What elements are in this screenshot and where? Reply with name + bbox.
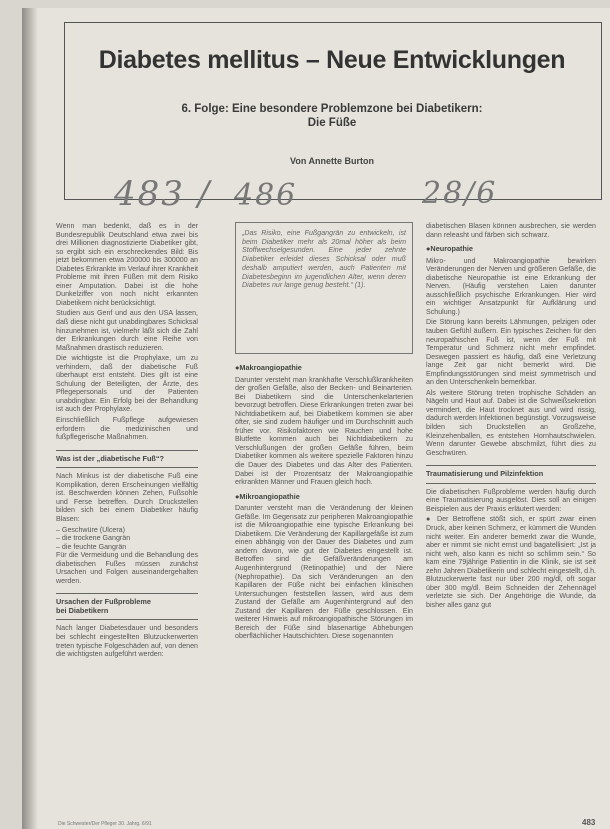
complication-list bbox=[56, 526, 198, 552]
column-1 bbox=[56, 222, 198, 822]
section-heading: Was ist der „diabetische Fuß“? bbox=[56, 450, 198, 469]
paragraph: Darunter versteht man die Veränderung der kleinen Gefäße. Im Gegensatz zur peripheren Makroangiopathie ist die Mikroangiopathie eine typische Erkrankung bei Diabetikern. Die Veränderung der Kapillargefäße ist zum einen abhängig von der Dauer des Diabetes und zum andern davon, wie gut der Diabetes eingestellt ist. Betroffen sind die Gefäßveränderungen am Augenhintergrund (Retinopathie) und der Niere (Nephropathie). Da sich Veränderungen an den Kapillaren der Füße nicht bei einfachen klinischen Untersuchungen feststellen lassen, wird aus dem Zustand der Gefäße am Augenhintergrund auf den Zustand der Kapillaren der Füße geschlossen. Ein weiterer Hinweis auf mikroangiopathische Störungen im Bereich der Füße sind blasenartige Abhebungen oberflächlicher Hautschichten. Diese sogenannten bbox=[235, 504, 413, 641]
paragraph: Die wichtigste ist die Prophylaxe, um zu verhindern, daß der diabetische Fuß überhaupt erst entsteht. Dies gilt ist eine Schulung der Beteiligten, der Ärzte, des Pflegepersonals und der Patienten unabdingbar. Ein Erfolg bei der Behandlung ist auch der Prophylaxe. bbox=[56, 354, 198, 414]
paragraph: Die diabetischen Fußprobleme werden häufig durch eine Traumatisierung ausgelöst. Dies soll an einigen Beispielen aus der Praxis erläutert werden: bbox=[426, 487, 596, 513]
column-2 bbox=[235, 222, 413, 822]
paragraph: diabetischen Blasen können ausbrechen, sie werden dann releasht und färben sich schwarz. bbox=[426, 222, 596, 239]
handwritten-note-middle: 486 bbox=[234, 178, 298, 213]
paragraph: Als weitere Störung treten trophische Schäden an Nägeln und Haut auf. Dabei ist die Schweißsekretion vermindert, die Haut trocknet aus und wird rissig, dadurch werden Infektionen begünstigt. Vorzugsweise bilden sich Druckstellen an Großzehe, Kleinzehenballen, es entstehen Hornhautschwielen. Wenn darunter Gewebe abschmilzt, führt dies zu Geschwüren. bbox=[426, 388, 596, 457]
heading-mikroangiopathie: ● Mikroangiopathie bbox=[235, 493, 413, 502]
pull-quote: „Das Risiko, eine Fußgangrän zu entwickeln, ist beim Diabetiker mehr als 20mal höher als beim Stoffwechselgesunden. Eine jeder zehnte Diabetiker erleidet dieses Schicksal oder muß deshalb amputiert werden, auch Patienten mit Diabetesbeginn im jugendlichen Alter, wenn deren Diabetes nur lange genug besteht.“ (1). bbox=[235, 222, 413, 354]
list-item: – Geschwüre (Ulcera) bbox=[56, 526, 198, 535]
subtitle-line-1: 6. Folge: Eine besondere Problemzone bei Diabetikern: bbox=[181, 103, 483, 115]
column-3 bbox=[426, 222, 596, 822]
paragraph: Einschließlich Fußpflege aufgewiesen erfordern die medizinischen und fußpflegerische Maßnahmen. bbox=[56, 416, 198, 442]
paragraph bbox=[426, 515, 596, 609]
bullet-icon: ● bbox=[426, 515, 433, 524]
page-number: 483 bbox=[582, 818, 596, 827]
scanned-page bbox=[22, 8, 610, 829]
box-heading: Traumatisierung und Pilzinfektion bbox=[426, 465, 596, 484]
byline: Von Annette Burton bbox=[290, 156, 374, 166]
heading-neuropathie: ● Neuropathie bbox=[426, 245, 596, 254]
heading-makroangiopathie: ● Makroangiopathie bbox=[235, 364, 413, 373]
list-item: – die feuchte Gangrän bbox=[56, 543, 198, 552]
article-title: Diabetes mellitus – Neue Entwicklungen bbox=[98, 46, 566, 74]
handwritten-note-right: 28/6 bbox=[422, 176, 498, 211]
paragraph: Mikro- und Makroangiopathie bewirken Veränderungen der Nerven und größeren Gefäße, die diabetische Neuropathie ist eine Erkrankung der Nerven. (Häufig verstehen Laien darunter ausschließlich psychische Erkrankungen. Hier wird ein wichtiger Ansatzpunkt für Aufklärung und Schulung.) bbox=[426, 256, 596, 316]
paragraph: Die Störung kann bereits Lähmungen, pelzigen oder tauben Gefühl äußern. Ein typisches Zeichen für den neuropathischen Fuß ist, wenn der Fuß mit Temperatur und Schmerz nicht mehr empfindet. Deswegen passiert es häufig, daß eine Verletzung lange Zeit gar nicht bemerkt wird. Die Empfindungsstörungen sind meist symmetrisch und an den Unterschenkeln bemerkbar. bbox=[426, 318, 596, 387]
paragraph: Nach Minkus ist der diabetische Fuß eine Komplikation, deren Erscheinungen vielfältig ist. Beschwerden können Zehen, Fußsohle und Ferse betreffen. Durch Druckstellen bilden sich bei einem Diabetiker häufig Blasen: bbox=[56, 472, 198, 523]
paragraph: Wenn man bedenkt, daß es in der Bundesrepublik Deutschland etwa zwei bis drei Millionen diagnostizierte Diabetiker gibt, so ergibt sich ein erschreckendes Bild: Bis jetzt bekommen etwa 200000 bis 300000 an Diabetes Erkrankte im Verlauf ihrer Krankheit Probleme mit ihren Füßen mit dem Risiko einer Amputation. Dabei ist die hohe Dunkelziffer von noch nicht erkannten Diabetikern nicht berücksichtigt. bbox=[56, 222, 198, 307]
bullet-text: Der Betroffene stößt sich, er spürt zwar einen Druck, aber keinen Schmerz, er kümmert die Wunden nicht weiter. Ein anderer bemerkt zwar die Wunde, aber er nimmt sie nicht ernst und bagatellisiert: „Ist ja nicht weh, also kann es nicht so schlimm sein.“ So kam eine 79jährige Patientin in die Klinik, sie ist seit zehn Jahren Diabetikerin und schlecht eingestellt, d.h. Blutzuckerwerte fast nur über 200 mg/dl, oft sogar über 300 mg/dl. Beim Schneiden der Zehennägel verletzte sie sich. Der Angehörige die Wunde, da bisher alles ganz gut bbox=[426, 515, 596, 609]
paragraph: Nach langer Diabetesdauer und besonders bei schlecht eingestellten Blutzuckerwerten treten typische Folgeschäden auf, von denen die wichtigsten aufgeführt werden: bbox=[56, 624, 198, 659]
journal-footer: Die Schwester/Der Pfleger 30. Jahrg. 6/91 bbox=[58, 821, 152, 827]
paragraph: Darunter versteht man krankhafte Verschlußkrankheiten der großen Gefäße, also der Becken- und Beinarterien. Bei Diabetikern sind die Unterschenkelarterien bevorzugt betroffen. Diese Erkrankungen treten zwar bei Nichtdiabetikern auf, bei Diabetikern kommen sie aber öfter, sie sind zudem häufiger und im Durchschnitt auch früher vor. Risikofaktoren wie Rauchen und hohe Blutfette kommen auch bei Nichtdiabetikern zu Verschlußungen der großen Gefäße führen, beim Diabetiker kommen als weitere spezielle Faktoren hinzu die Dauer des Diabetes und das Alter des Patienten. Dabei ist der Prozentsatz der Makroangiopathie erkrankten Männer und Frauen gleich hoch. bbox=[235, 375, 413, 487]
paragraph: Studien aus Genf und aus den USA lassen, daß diese nicht gut unabdingbares Schicksal hinzunehmen ist, vielmehr läßt sich die Zahl der Erkrankungen durch eine Reihe von Maßnahmen drastisch reduzieren. bbox=[56, 309, 198, 352]
list-item: – die trockene Gangrän bbox=[56, 534, 198, 543]
box-heading-line-1: Ursachen der Fußprobleme bbox=[56, 597, 151, 607]
handwritten-note-left: 483 / bbox=[114, 174, 212, 214]
box-heading-line-2: bei Diabetikern bbox=[56, 605, 109, 615]
article-subtitle bbox=[92, 102, 572, 130]
paragraph: Für die Vermeidung und die Behandlung des diabetischen Fußes müssen zunächst Ursachen und Folgen auseinandergehalten werden. bbox=[56, 551, 198, 585]
subtitle-line-2: Die Füße bbox=[307, 117, 357, 129]
box-heading bbox=[56, 593, 198, 620]
